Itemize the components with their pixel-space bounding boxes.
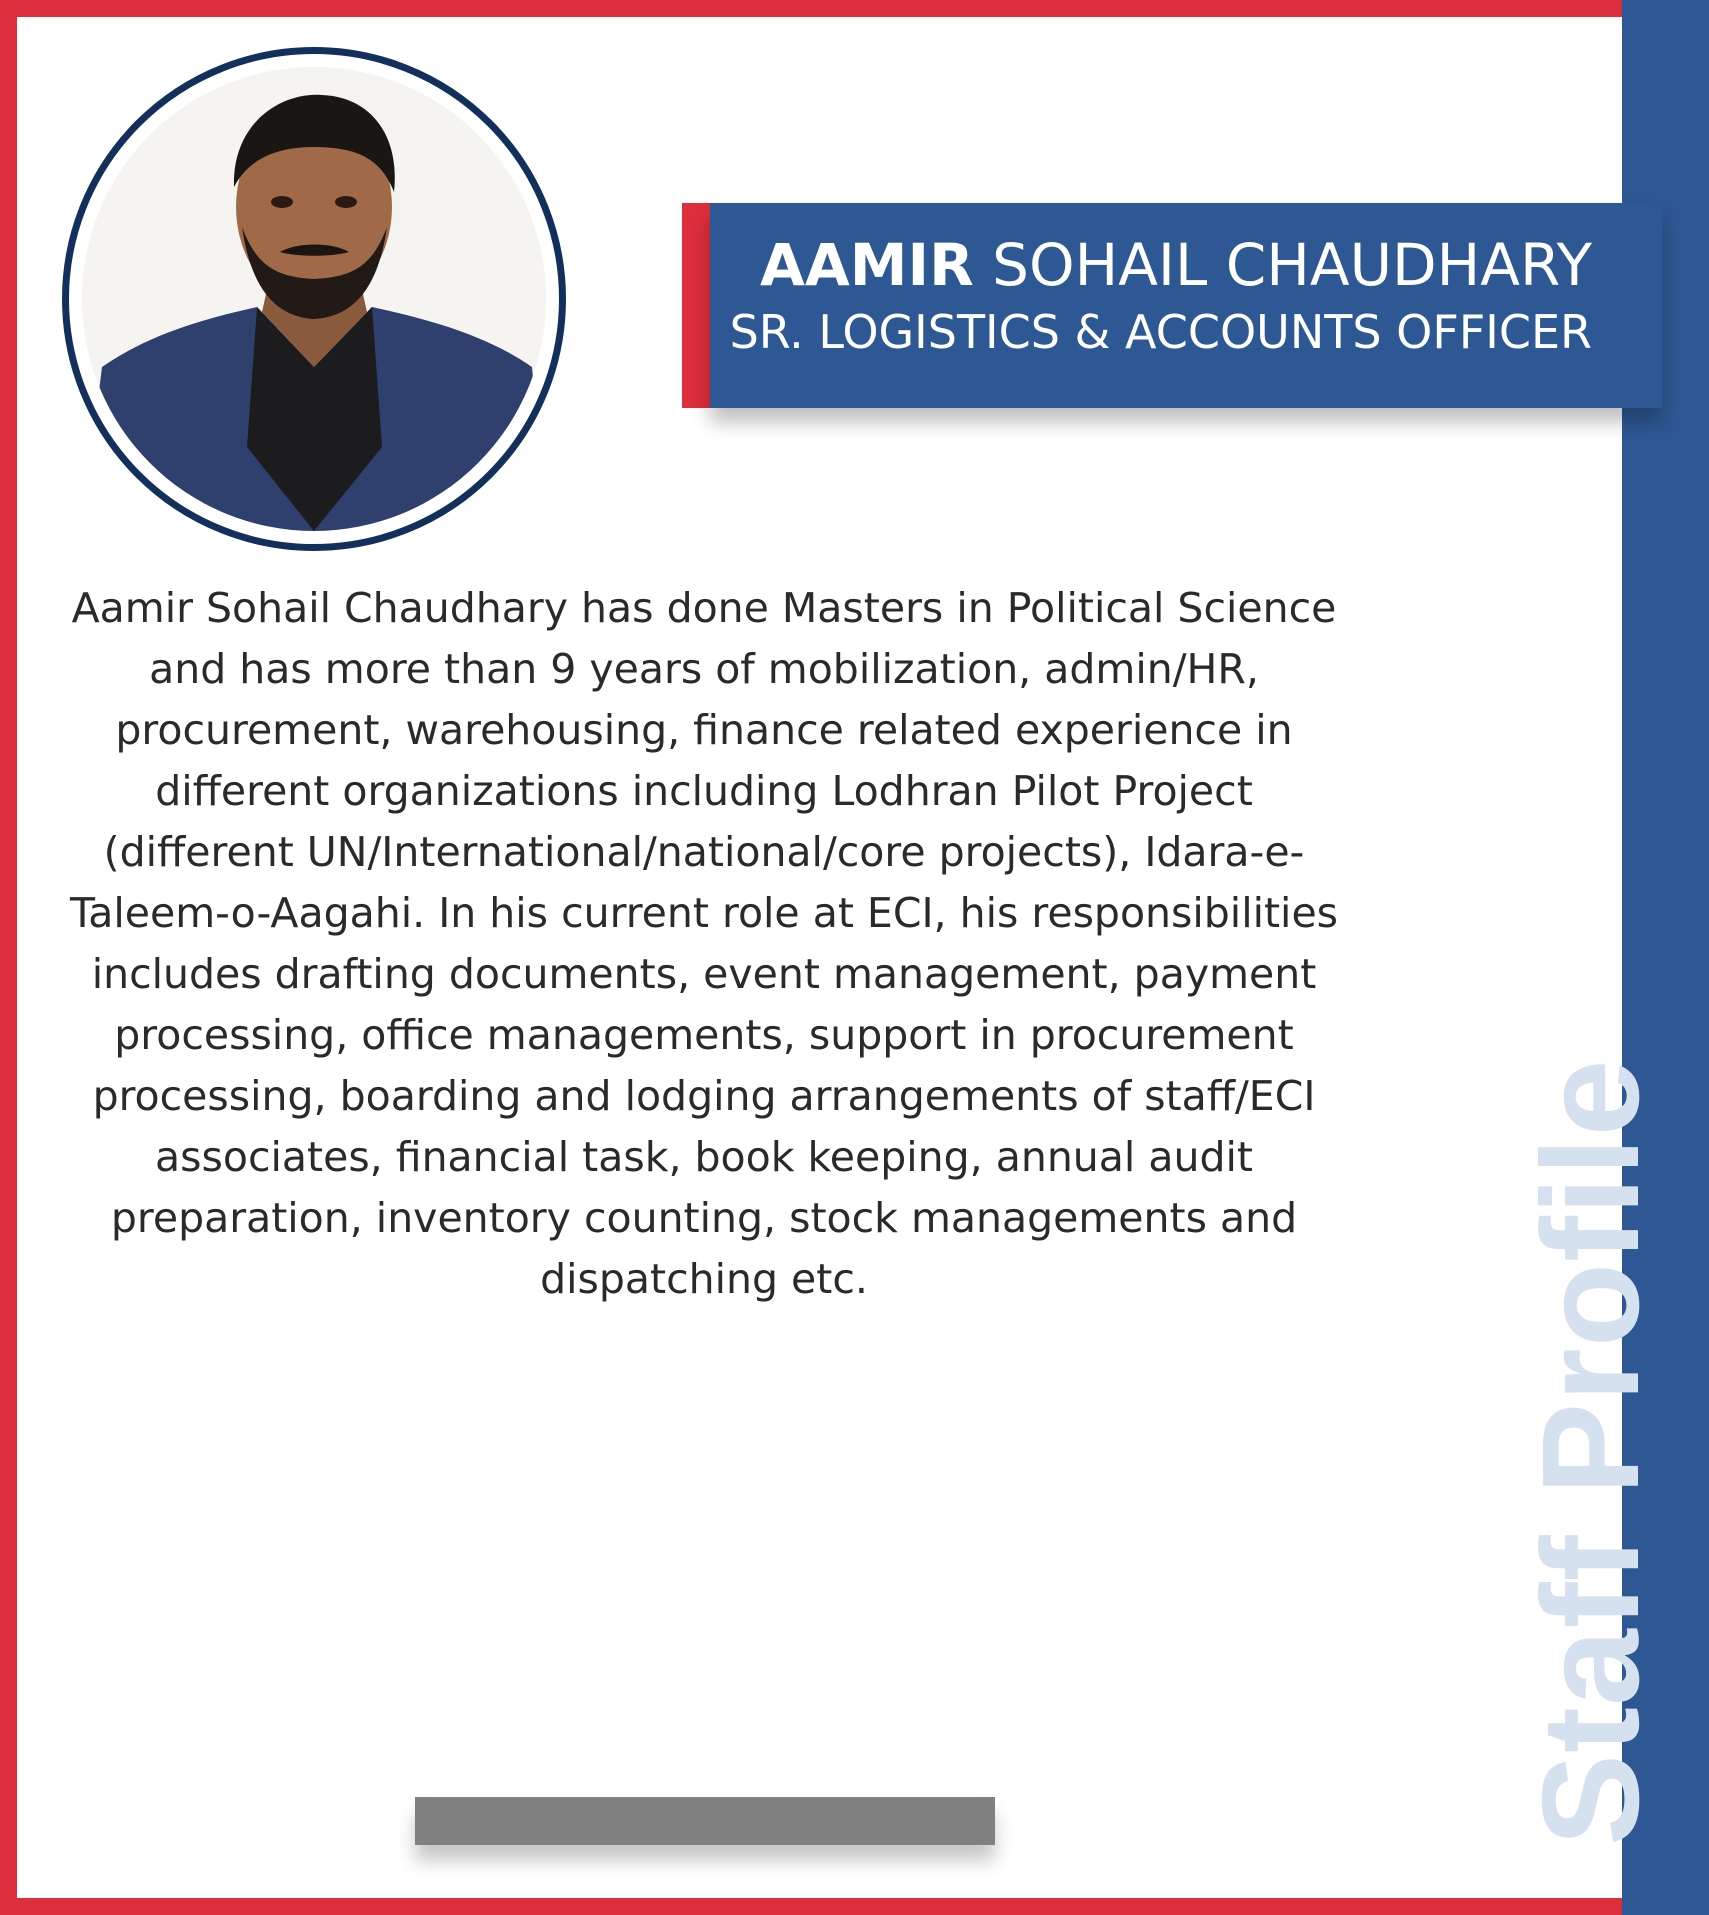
profile-photo [82,67,546,531]
staff-first-name: AAMIR [760,231,974,299]
staff-last-name: SOHAIL CHAUDHARY [973,231,1592,299]
staff-name [760,231,1592,301]
staff-profile-watermark: Staff Profile [1514,1058,1668,1846]
name-plate [710,203,1662,408]
staff-title: SR. LOGISTICS & ACCOUNTS OFFICER [729,305,1592,359]
staff-bio: Aamir Sohail Chaudhary has done Masters in Political Science and has more than 9 years of mobilization, admin/HR, procurement, warehousing, finance related experience in different organizations including Lodhran Pilot Project (different UN/International/national/core projects), Idara-e-Taleem-o-Aagahi. In his current role at ECI, his responsibilities includes drafting documents, event management, payment processing, office managements, support in procurement processing, boarding and lodging arrangements of staff/ECI associates, financial task, book keeping, annual audit preparation, inventory counting, stock managements and dispatching etc. [69,584,1339,1303]
footer-bar [415,1797,995,1845]
name-plate-accent [682,203,712,408]
